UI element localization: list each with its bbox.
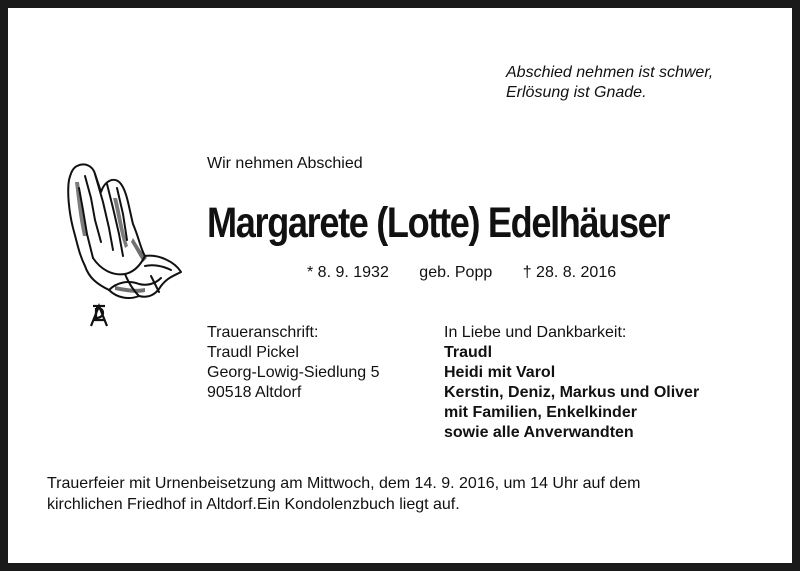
motto	[506, 63, 766, 103]
maiden-name: geb. Popp	[419, 264, 493, 281]
mourner-line: sowie alle Anverwandten	[444, 424, 634, 441]
praying-hands-icon	[55, 158, 185, 333]
mourner-line: Kerstin, Deniz, Markus und Oliver	[444, 384, 700, 401]
funeral-notice	[47, 474, 747, 515]
address-city: 90518 Altdorf	[207, 384, 302, 401]
motto-line-1: Abschied nehmen ist schwer,	[506, 64, 714, 81]
mourner-line: mit Familien, Enkelkinder	[444, 404, 637, 421]
intro-text: Wir nehmen Abschied	[207, 155, 363, 172]
address-street: Georg-Lowig-Siedlung 5	[207, 364, 380, 381]
address-label: Traueranschrift:	[207, 324, 319, 341]
mourner-line: Traudl	[444, 344, 493, 361]
funeral-notice-line-1: Trauerfeier mit Urnenbeisetzung am Mittwoch, dem 14. 9. 2016, um 14 Uhr auf dem	[47, 475, 641, 492]
mourning-address	[207, 323, 380, 403]
deceased-name: Margarete (Lotte) Edelhäuser	[207, 199, 670, 247]
mourners-intro: In Liebe und Dankbarkeit:	[444, 324, 627, 341]
mourner-line: Heidi mit Varol	[444, 364, 556, 381]
motto-line-2: Erlösung ist Gnade.	[506, 84, 647, 101]
address-name: Traudl Pickel	[207, 344, 299, 361]
mourners-list	[444, 323, 699, 443]
birth-date: * 8. 9. 1932	[307, 264, 389, 281]
life-dates	[307, 264, 616, 282]
death-date: † 28. 8. 2016	[522, 264, 617, 281]
funeral-notice-line-2: kirchlichen Friedhof in Altdorf.Ein Kondolenzbuch liegt auf.	[47, 495, 460, 513]
